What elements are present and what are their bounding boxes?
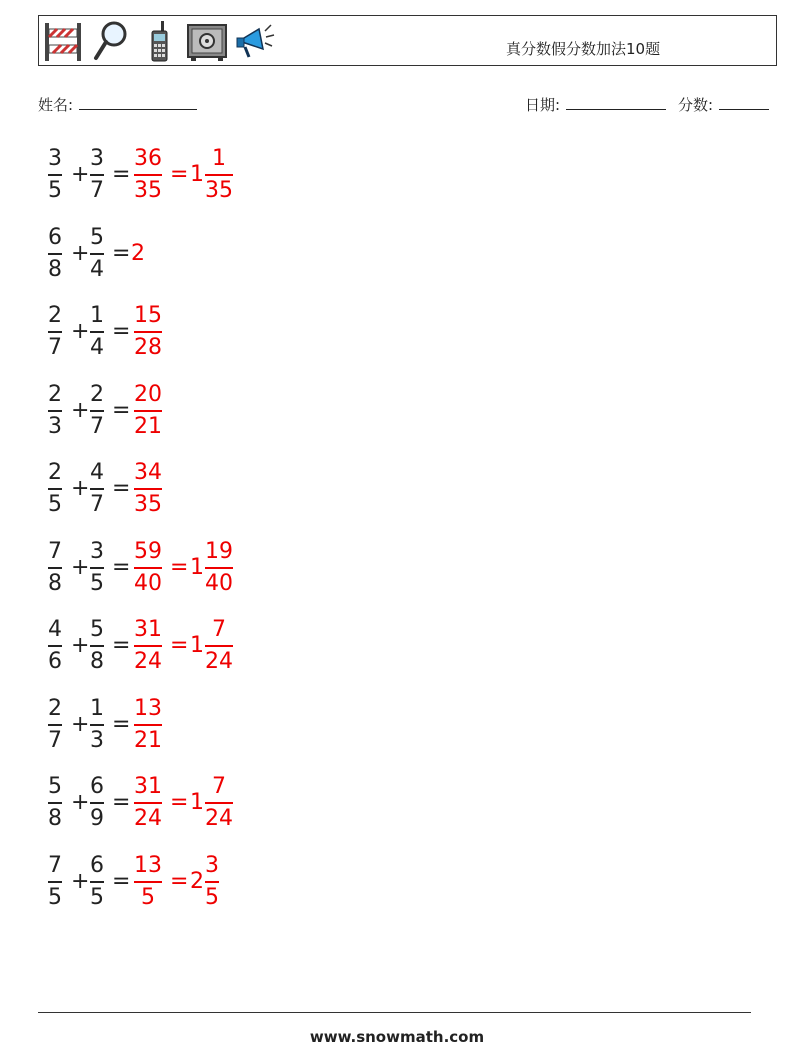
- addend-2-bar: [90, 724, 104, 726]
- problem-row: [44, 773, 364, 833]
- answer-fraction-numerator: 20: [134, 381, 162, 407]
- answer-fraction: [134, 145, 162, 205]
- mixed-fraction-numerator: 7: [212, 617, 226, 642]
- mixed-fraction-numerator: 7: [212, 774, 226, 799]
- date-blank[interactable]: [566, 95, 666, 110]
- answer-fraction-numerator: 31: [134, 774, 162, 799]
- addend-1-bar: [48, 174, 62, 176]
- addend-2-denominator: 3: [90, 727, 104, 753]
- mixed-whole: 1: [190, 162, 204, 187]
- addend-2-numerator: 3: [90, 146, 104, 171]
- addend-2-denominator: 5: [90, 570, 104, 596]
- answer-whole: 2: [131, 240, 145, 266]
- mixed-fraction-bar: [205, 567, 233, 569]
- addend-2-denominator: 9: [90, 806, 104, 831]
- addend-2: [90, 459, 104, 519]
- magnifier-icon: [91, 19, 131, 63]
- problem-row: [44, 695, 364, 755]
- equals-sign: =: [112, 633, 131, 658]
- addend-2-bar: [90, 645, 104, 647]
- name-label: 姓名:: [38, 96, 74, 114]
- addend-1-bar: [48, 410, 62, 412]
- worksheet-title: 真分数假分数加法10题: [506, 40, 661, 58]
- addend-1-denominator: 7: [48, 335, 62, 360]
- addend-1-bar: [48, 331, 62, 333]
- problem-row: [44, 302, 364, 362]
- answer-fraction-bar: [134, 567, 162, 569]
- addend-2-numerator: 5: [90, 617, 104, 642]
- addend-1: [48, 381, 62, 441]
- problem-row: [44, 224, 364, 284]
- date-label: 日期:: [525, 96, 561, 114]
- equals-sign: =: [112, 711, 131, 737]
- addend-2-denominator: 4: [90, 335, 104, 360]
- score-field: [678, 94, 769, 115]
- addend-1: [48, 695, 62, 755]
- name-field: [38, 94, 197, 115]
- mixed-whole: 1: [190, 633, 204, 658]
- addend-1: [48, 459, 62, 519]
- addend-2-denominator: 7: [90, 413, 104, 439]
- equals-sign: =: [112, 554, 131, 580]
- addend-2-denominator: 7: [90, 178, 104, 203]
- mixed-fraction-numerator: 3: [205, 852, 219, 878]
- mixed-fraction-bar: [205, 174, 233, 176]
- addend-2-bar: [90, 567, 104, 569]
- answer-fraction-denominator: 21: [134, 413, 162, 439]
- addend-1: [48, 224, 62, 284]
- addend-1-denominator: 8: [48, 256, 62, 282]
- mixed-fraction: [205, 145, 233, 205]
- addend-1-numerator: 7: [48, 852, 62, 878]
- plus-sign: +: [71, 633, 90, 658]
- answer-fraction-denominator: 28: [134, 335, 162, 360]
- addend-2: [90, 773, 104, 833]
- equals-sign: =: [112, 319, 131, 344]
- problem-row: [44, 616, 364, 676]
- answer-fraction: [134, 381, 162, 441]
- addend-1-bar: [48, 253, 62, 255]
- plus-sign: +: [71, 162, 90, 187]
- answer-equals-sign: =: [170, 790, 189, 815]
- addend-1-bar: [48, 802, 62, 804]
- plus-sign: +: [71, 240, 90, 266]
- answer-equals-sign: =: [170, 554, 189, 580]
- addend-1: [48, 616, 62, 676]
- answer-fraction-denominator: 35: [134, 178, 162, 203]
- answer-fraction-numerator: 36: [134, 146, 162, 171]
- mixed-fraction: [205, 538, 233, 598]
- answer-fraction-denominator: 21: [134, 727, 162, 753]
- addend-1-denominator: 8: [48, 806, 62, 831]
- answer-fraction-denominator: 40: [134, 570, 162, 596]
- addend-2: [90, 302, 104, 362]
- answer-fraction: [134, 773, 162, 833]
- mixed-fraction-numerator: 1: [212, 146, 226, 171]
- answer-fraction-bar: [134, 881, 162, 883]
- addend-1-denominator: 5: [48, 492, 62, 517]
- plus-sign: +: [71, 868, 90, 894]
- addend-2-bar: [90, 410, 104, 412]
- addend-1-numerator: 6: [48, 224, 62, 250]
- answer-fraction-bar: [134, 331, 162, 333]
- answer-fraction: [134, 852, 162, 912]
- addend-1-denominator: 5: [48, 884, 62, 910]
- addend-1-denominator: 7: [48, 727, 62, 753]
- answer-fraction-bar: [134, 802, 162, 804]
- addend-1-denominator: 5: [48, 178, 62, 203]
- addend-2-bar: [90, 488, 104, 490]
- addend-2-bar: [90, 802, 104, 804]
- addend-2: [90, 145, 104, 205]
- answer-fraction-denominator: 24: [134, 649, 162, 674]
- plus-sign: +: [71, 711, 90, 737]
- addend-2-numerator: 4: [90, 460, 104, 485]
- mixed-fraction-bar: [205, 802, 233, 804]
- addend-2-bar: [90, 881, 104, 883]
- addend-1-numerator: 4: [48, 617, 62, 642]
- addend-2-numerator: 6: [90, 852, 104, 878]
- addend-1-numerator: 2: [48, 695, 62, 721]
- addend-1-numerator: 2: [48, 381, 62, 407]
- barrier-icon: [43, 19, 83, 63]
- header-icons: [43, 19, 275, 63]
- answer-fraction-numerator: 31: [134, 617, 162, 642]
- answer-fraction-numerator: 13: [134, 852, 162, 878]
- answer-fraction: [134, 538, 162, 598]
- answer-equals-sign: =: [170, 162, 189, 187]
- mixed-fraction-bar: [205, 881, 219, 883]
- addend-1-numerator: 2: [48, 303, 62, 328]
- answer-fraction: [134, 459, 162, 519]
- mixed-fraction-bar: [205, 645, 233, 647]
- answer-fraction: [134, 302, 162, 362]
- addend-1-numerator: 3: [48, 146, 62, 171]
- addend-2-numerator: 1: [90, 695, 104, 721]
- answer-fraction-denominator: 35: [134, 492, 162, 517]
- addend-2-numerator: 5: [90, 224, 104, 250]
- addend-1-bar: [48, 488, 62, 490]
- problem-row: [44, 538, 364, 598]
- addend-1-numerator: 7: [48, 538, 62, 564]
- problem-row: [44, 459, 364, 519]
- mixed-fraction-denominator: 24: [205, 649, 233, 674]
- addend-2-numerator: 3: [90, 538, 104, 564]
- addend-2-numerator: 6: [90, 774, 104, 799]
- addend-2-bar: [90, 331, 104, 333]
- mixed-whole: 1: [190, 790, 204, 815]
- addend-2-bar: [90, 253, 104, 255]
- problem-row: [44, 145, 364, 205]
- equals-sign: =: [112, 162, 131, 187]
- addend-1-numerator: 5: [48, 774, 62, 799]
- addend-2: [90, 224, 104, 284]
- mixed-fraction: [205, 773, 233, 833]
- plus-sign: +: [71, 319, 90, 344]
- answer-fraction-denominator: 5: [141, 884, 155, 910]
- problem-row: [44, 852, 364, 912]
- addend-1: [48, 852, 62, 912]
- equals-sign: =: [112, 397, 131, 423]
- equals-sign: =: [112, 868, 131, 894]
- plus-sign: +: [71, 397, 90, 423]
- answer-fraction-denominator: 24: [134, 806, 162, 831]
- answer-fraction: [134, 695, 162, 755]
- addend-1-bar: [48, 881, 62, 883]
- mixed-fraction-denominator: 5: [205, 884, 219, 910]
- safe-icon: [187, 19, 227, 63]
- equals-sign: =: [112, 790, 131, 815]
- addend-2: [90, 538, 104, 598]
- megaphone-icon: [235, 19, 275, 63]
- addend-2-denominator: 4: [90, 256, 104, 282]
- problem-row: [44, 381, 364, 441]
- answer-equals-sign: =: [170, 868, 189, 894]
- answer-fraction-numerator: 59: [134, 538, 162, 564]
- addend-2-numerator: 1: [90, 303, 104, 328]
- addend-2-denominator: 8: [90, 649, 104, 674]
- addend-1-denominator: 8: [48, 570, 62, 596]
- plus-sign: +: [71, 476, 90, 501]
- date-field: [525, 94, 666, 115]
- mixed-whole: 1: [190, 554, 204, 580]
- addend-1-denominator: 6: [48, 649, 62, 674]
- worksheet-header: [38, 15, 777, 66]
- addend-2: [90, 852, 104, 912]
- addend-2: [90, 381, 104, 441]
- mixed-fraction-denominator: 24: [205, 806, 233, 831]
- answer-fraction-numerator: 34: [134, 460, 162, 485]
- mixed-fraction-denominator: 40: [205, 570, 233, 596]
- addend-2-numerator: 2: [90, 381, 104, 407]
- answer-fraction-bar: [134, 724, 162, 726]
- mixed-whole: 2: [190, 868, 204, 894]
- equals-sign: =: [112, 476, 131, 501]
- addend-1: [48, 145, 62, 205]
- plus-sign: +: [71, 790, 90, 815]
- answer-fraction-bar: [134, 410, 162, 412]
- addend-2: [90, 616, 104, 676]
- walkie-talkie-icon: [139, 19, 179, 63]
- answer-fraction-bar: [134, 488, 162, 490]
- addend-1-bar: [48, 724, 62, 726]
- addend-1: [48, 538, 62, 598]
- addend-2-denominator: 7: [90, 492, 104, 517]
- addend-2-denominator: 5: [90, 884, 104, 910]
- answer-equals-sign: =: [170, 633, 189, 658]
- mixed-fraction: [205, 616, 233, 676]
- answer-fraction-numerator: 15: [134, 303, 162, 328]
- answer-fraction-numerator: 13: [134, 695, 162, 721]
- answer-fraction: [134, 616, 162, 676]
- footer-divider: [38, 1012, 751, 1013]
- score-label: 分数:: [678, 96, 714, 114]
- footer-url: www.snowmath.com: [309, 1028, 485, 1046]
- addend-1-bar: [48, 645, 62, 647]
- answer-fraction-bar: [134, 174, 162, 176]
- equals-sign: =: [112, 240, 131, 266]
- mixed-fraction-numerator: 19: [205, 538, 233, 564]
- addend-2: [90, 695, 104, 755]
- addend-1-numerator: 2: [48, 460, 62, 485]
- addend-1-bar: [48, 567, 62, 569]
- addend-1-denominator: 3: [48, 413, 62, 439]
- plus-sign: +: [71, 554, 90, 580]
- answer-fraction-bar: [134, 645, 162, 647]
- score-blank[interactable]: [719, 95, 769, 110]
- name-blank[interactable]: [79, 95, 197, 110]
- addend-2-bar: [90, 174, 104, 176]
- mixed-fraction-denominator: 35: [205, 178, 233, 203]
- mixed-fraction: [205, 852, 219, 912]
- addend-1: [48, 773, 62, 833]
- addend-1: [48, 302, 62, 362]
